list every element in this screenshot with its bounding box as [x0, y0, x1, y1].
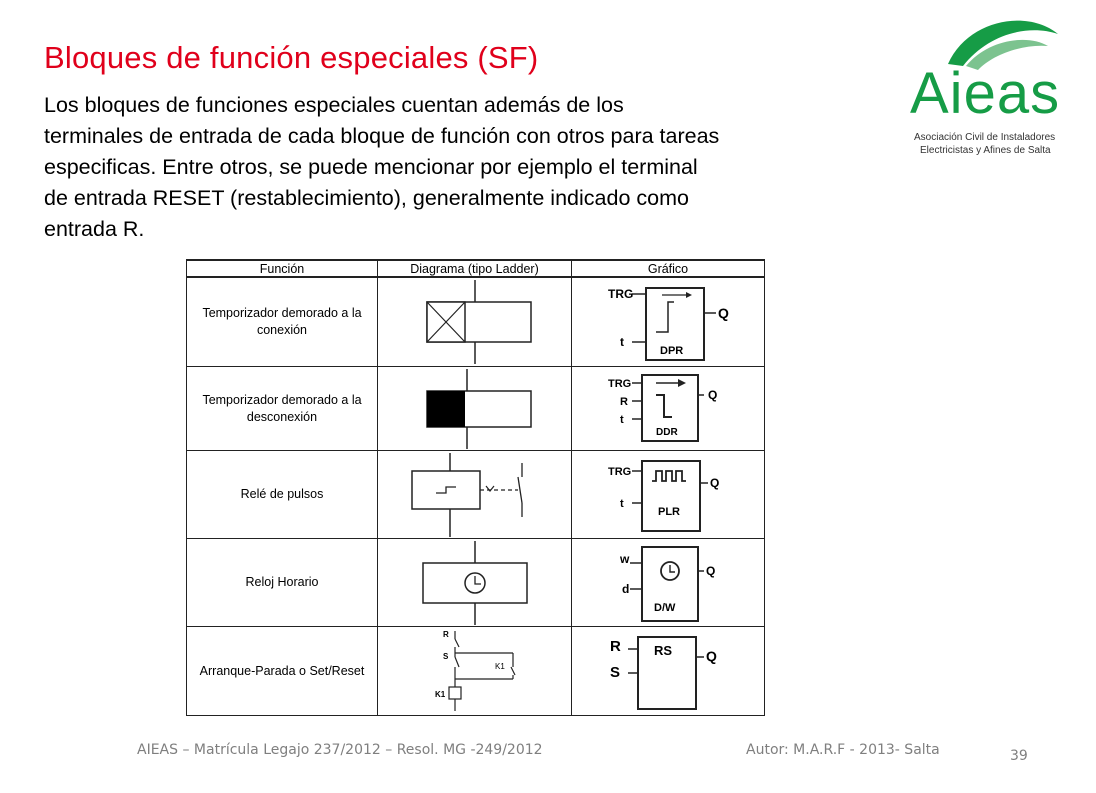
- block-graphic-cell: [572, 539, 765, 627]
- ladder-label: S: [442, 652, 448, 661]
- rs-block-icon: [598, 629, 738, 713]
- logo-subtitle-line: Asociación Civil de Instaladores: [914, 132, 1056, 143]
- block-graphic-cell: [572, 367, 765, 451]
- body-line: de entrada RESET (restablecimiento), generalmente indicado como: [44, 186, 689, 210]
- pin-label: t: [620, 413, 624, 426]
- block-label: DPR: [660, 345, 684, 357]
- ladder-diagram-cell: [378, 627, 572, 716]
- function-name-cell: Temporizador demorado a la conexión: [187, 277, 378, 367]
- pin-label: t: [620, 497, 624, 510]
- clock-coil-icon: [415, 541, 535, 625]
- block-graphic-cell: [572, 627, 765, 716]
- function-name-cell: Reloj Horario: [187, 539, 378, 627]
- ladder-diagram-cell: [378, 451, 572, 539]
- table-row: [187, 539, 765, 627]
- body-line: Los bloques de funciones especiales cuentan además de los: [44, 93, 624, 117]
- dpr-block-icon: [598, 280, 738, 364]
- header-diagrama: Diagrama (tipo Ladder): [378, 260, 572, 277]
- table-row: [187, 451, 765, 539]
- pin-label: TRG: [608, 377, 632, 390]
- pin-label: w: [620, 551, 630, 566]
- on-delay-coil-icon: [415, 280, 535, 364]
- pin-label: S: [610, 664, 621, 681]
- pin-label: TRG: [608, 465, 632, 478]
- header-funcion: Función: [187, 260, 378, 277]
- pin-label: TRG: [608, 287, 634, 301]
- footer-left: AIEAS – Matrícula Legajo 237/2012 – Resol. MG -249/2012: [137, 742, 543, 758]
- block-graphic-cell: [572, 277, 765, 367]
- plr-block-icon: [598, 453, 738, 537]
- function-blocks-table: [186, 259, 765, 716]
- ladder-label: R: [442, 630, 449, 639]
- logo-subtitle-line: Electricistas y Afines de Salta: [920, 145, 1051, 156]
- ladder-label: K1: [494, 662, 505, 671]
- ladder-diagram-cell: [378, 539, 572, 627]
- table-row: [187, 627, 765, 716]
- ladder-diagram-cell: [378, 367, 572, 451]
- pin-label: d: [622, 581, 630, 596]
- pin-label: Q: [706, 563, 716, 578]
- pin-label: t: [620, 335, 624, 349]
- set-reset-ladder-icon: [415, 629, 535, 713]
- slide-title: Bloques de función especiales (SF): [44, 40, 539, 75]
- pulse-relay-icon: [410, 453, 540, 537]
- body-line: terminales de entrada de cada bloque de función con otros para tareas: [44, 124, 720, 148]
- block-label: DDR: [656, 426, 678, 438]
- logo-name: Aieas: [910, 61, 1061, 126]
- function-name-cell: Arranque-Parada o Set/Reset: [187, 627, 378, 716]
- table-row: [187, 367, 765, 451]
- pin-label: Q: [718, 305, 729, 321]
- body-line: especificas. Entre otros, se puede mencionar por ejemplo el terminal: [44, 155, 698, 179]
- function-name-cell: Relé de pulsos: [187, 451, 378, 539]
- block-graphic-cell: [572, 451, 765, 539]
- pin-label: R: [610, 638, 621, 655]
- pin-label: R: [620, 395, 628, 408]
- table-header-row: [187, 260, 765, 277]
- ladder-diagram-cell: [378, 277, 572, 367]
- pin-label: Q: [708, 387, 718, 402]
- function-name-cell: Temporizador demorado a la desconexión: [187, 367, 378, 451]
- footer-right: Autor: M.A.R.F - 2013- Salta: [746, 742, 940, 758]
- header-grafico: Gráfico: [572, 260, 765, 277]
- pin-label: Q: [710, 475, 720, 490]
- off-delay-coil-icon: [415, 369, 535, 449]
- logo-subtitle: [914, 131, 1055, 157]
- table-row: [187, 277, 765, 367]
- page-number: 39: [1010, 748, 1028, 764]
- body-line: entrada R.: [44, 217, 145, 241]
- pin-label: Q: [706, 648, 717, 664]
- block-label: PLR: [658, 505, 680, 518]
- block-label: RS: [654, 643, 673, 658]
- body-paragraph: [44, 90, 894, 245]
- dw-block-icon: [598, 541, 738, 625]
- block-label: D/W: [654, 601, 676, 614]
- ddr-block-icon: [598, 369, 738, 449]
- ladder-label: K1: [434, 690, 445, 699]
